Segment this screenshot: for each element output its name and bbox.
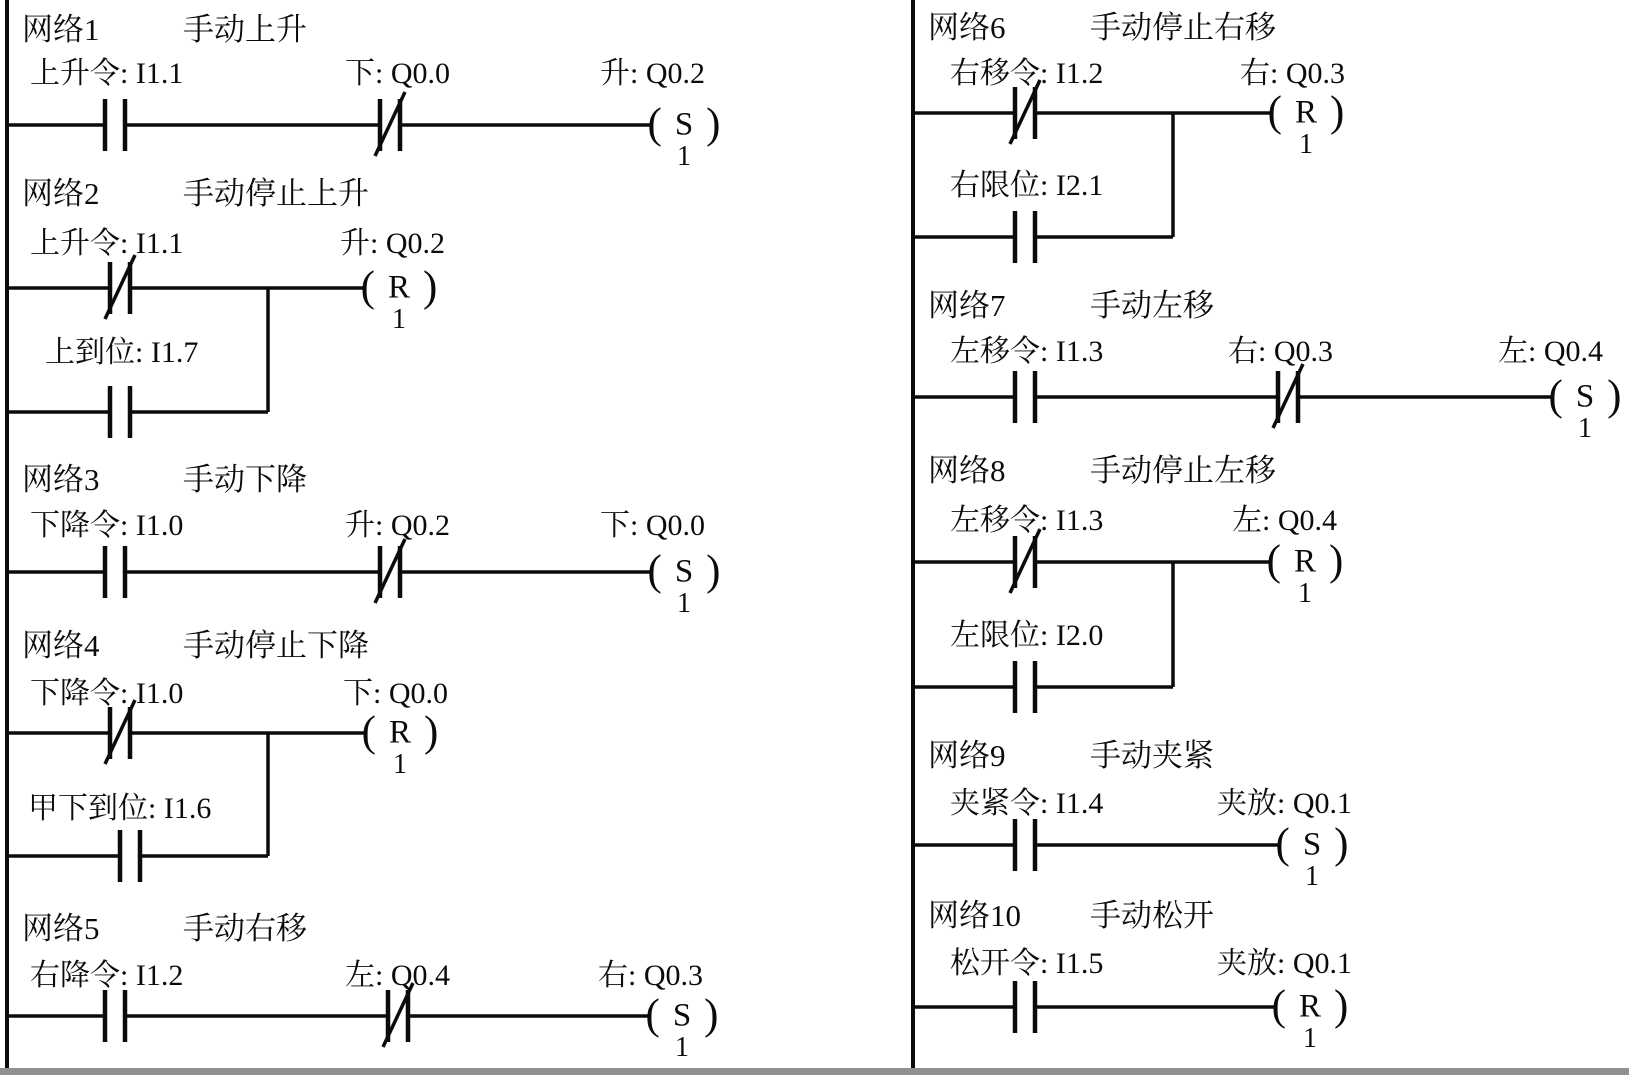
- contact-label: 下降令: I1.0: [30, 677, 184, 710]
- network-number: 网络2: [22, 176, 100, 211]
- coil-operand-count: 1: [677, 588, 691, 619]
- coil-paren-left: (: [1275, 820, 1290, 868]
- contact-label: 松开令: I1.5: [950, 947, 1104, 980]
- network-title: 手动夹紧: [1090, 738, 1214, 773]
- coil-paren-right: ): [1330, 88, 1345, 136]
- coil-function-letter: R: [1294, 94, 1318, 131]
- coil-function-letter: R: [387, 269, 411, 306]
- network-number: 网络6: [928, 10, 1006, 45]
- branch-contact-label: 右限位: I2.1: [950, 169, 1104, 202]
- coil-symbol: [1548, 372, 1622, 420]
- contact-label: 左: Q0.4: [345, 959, 450, 992]
- coil-label: 左: Q0.4: [1498, 335, 1603, 368]
- coil-symbol: [1271, 982, 1349, 1030]
- coil-function-letter: R: [388, 714, 412, 751]
- contact-label: 下降令: I1.0: [30, 509, 184, 542]
- coil-paren-right: ): [706, 547, 721, 595]
- coil-label: 右: Q0.3: [1240, 57, 1345, 90]
- contact-label: 升: Q0.2: [345, 509, 450, 542]
- network-number: 网络10: [928, 898, 1021, 933]
- coil-paren-left: (: [361, 708, 376, 756]
- coil-paren-left: (: [1271, 982, 1286, 1030]
- contact-label: 右降令: I1.2: [30, 959, 184, 992]
- coil-function-letter: S: [1302, 826, 1322, 863]
- network-title: 手动上升: [183, 12, 307, 47]
- branch-contact-label: 上到位: I1.7: [45, 336, 199, 369]
- contact-label: 右: Q0.3: [1228, 335, 1333, 368]
- coil-operand-count: 1: [1303, 1023, 1317, 1054]
- coil-operand-count: 1: [1298, 578, 1312, 609]
- coil-symbol: [361, 708, 439, 756]
- network-number: 网络7: [928, 288, 1006, 323]
- coil-paren-left: (: [1267, 88, 1282, 136]
- network-title: 手动松开: [1090, 898, 1214, 933]
- coil-operand-count: 1: [1305, 861, 1319, 892]
- coil-paren-right: ): [704, 991, 719, 1039]
- network-number: 网络8: [928, 453, 1006, 488]
- coil-symbol: [645, 991, 719, 1039]
- coil-symbol: [1266, 537, 1344, 585]
- network-title: 手动右移: [183, 911, 307, 946]
- coil-symbol: [1267, 88, 1345, 136]
- coil-symbol: [647, 547, 721, 595]
- coil-symbol: [647, 100, 721, 148]
- contact-label: 下: Q0.0: [345, 57, 450, 90]
- network-title: 手动左移: [1090, 288, 1214, 323]
- coil-operand-count: 1: [1299, 129, 1313, 160]
- coil-operand-count: 1: [392, 304, 406, 335]
- contact-label: 夹紧令: I1.4: [950, 787, 1104, 820]
- network-number: 网络4: [22, 628, 100, 663]
- coil-function-letter: R: [1298, 988, 1322, 1025]
- coil-operand-count: 1: [1578, 413, 1592, 444]
- coil-label: 夹放: Q0.1: [1217, 787, 1352, 820]
- coil-operand-count: 1: [393, 749, 407, 780]
- coil-label: 下: Q0.0: [600, 509, 705, 542]
- coil-label: 升: Q0.2: [600, 57, 705, 90]
- network-number: 网络9: [928, 738, 1006, 773]
- coil-label: 升: Q0.2: [340, 227, 445, 260]
- network-number: 网络3: [22, 462, 100, 497]
- contact-label: 右移令: I1.2: [950, 57, 1104, 90]
- coil-operand-count: 1: [677, 141, 691, 172]
- coil-symbol: [360, 263, 438, 311]
- coil-function-letter: R: [1293, 543, 1317, 580]
- coil-paren-right: ): [1607, 372, 1622, 420]
- coil-label: 左: Q0.4: [1232, 504, 1337, 537]
- coil-label: 下: Q0.0: [343, 677, 448, 710]
- coil-function-letter: S: [672, 997, 692, 1034]
- coil-function-letter: S: [674, 553, 694, 590]
- coil-function-letter: S: [674, 106, 694, 143]
- coil-label: 夹放: Q0.1: [1217, 947, 1352, 980]
- contact-label: 上升令: I1.1: [30, 227, 184, 260]
- coil-paren-right: ): [1334, 982, 1349, 1030]
- network-title: 手动停止右移: [1090, 10, 1276, 45]
- contact-label: 左移令: I1.3: [950, 335, 1104, 368]
- coil-function-letter: S: [1575, 378, 1595, 415]
- network-title: 手动停止下降: [183, 628, 369, 663]
- coil-paren-right: ): [706, 100, 721, 148]
- coil-paren-right: ): [1329, 537, 1344, 585]
- coil-paren-right: ): [1334, 820, 1349, 868]
- coil-paren-left: (: [1548, 372, 1563, 420]
- coil-operand-count: 1: [675, 1032, 689, 1063]
- contact-label: 左移令: I1.3: [950, 504, 1104, 537]
- coil-paren-left: (: [1266, 537, 1281, 585]
- coil-symbol: [1275, 820, 1349, 868]
- coil-paren-left: (: [647, 547, 662, 595]
- network-title: 手动下降: [183, 462, 307, 497]
- coil-label: 右: Q0.3: [598, 959, 703, 992]
- network-title: 手动停止上升: [183, 176, 369, 211]
- coil-paren-left: (: [360, 263, 375, 311]
- contact-label: 上升令: I1.1: [30, 57, 184, 90]
- network-number: 网络5: [22, 911, 100, 946]
- network-title: 手动停止左移: [1090, 453, 1276, 488]
- coil-paren-left: (: [647, 100, 662, 148]
- coil-paren-right: ): [424, 708, 439, 756]
- network-number: 网络1: [22, 12, 100, 47]
- coil-paren-left: (: [645, 991, 660, 1039]
- branch-contact-label: 左限位: I2.0: [950, 619, 1104, 652]
- branch-contact-label: 甲下到位: I1.6: [28, 792, 212, 825]
- coil-paren-right: ): [423, 263, 438, 311]
